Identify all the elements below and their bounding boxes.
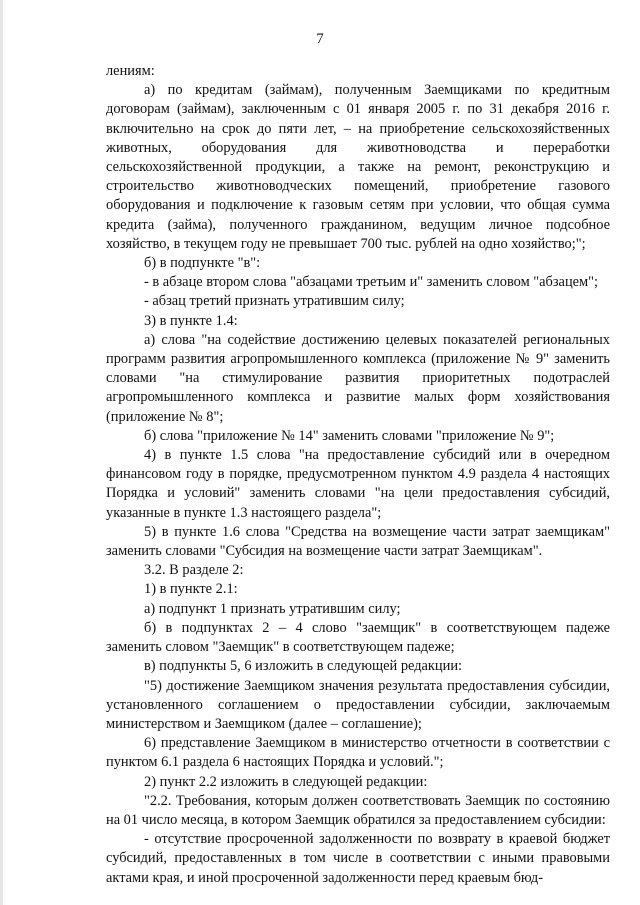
paragraph: "5) достижение Заемщиком значения результата предоставления субсидии, установленного соглашением о предоставлении субсидии, заключаемым министерством и Заемщиком (далее – соглашение); (106, 677, 610, 732)
paragraph: а) слова "на содействие достижению целевых показателей региональных программ развития агропромышленного комплекса (приложение № 9" заменить словами "на стимулирование развития приоритетных подотраслей агропромышленного комплекса и развитие малых форм хозяйствования (приложение № 8"; (106, 331, 610, 425)
paragraph: 5) в пункте 1.6 слова "Средства на возмещение части затрат заемщикам" заменить словами "Субсидия на возмещение части затрат Заемщикам". (106, 523, 610, 560)
paragraph-continuation: лениям: (106, 63, 155, 79)
paragraph: а) подпункт 1 признать утратившим силу; (144, 600, 401, 617)
paragraph: 3) в пункте 1.4: (144, 312, 238, 329)
paragraph: 2) пункт 2.2 изложить в следующей редакции: (144, 773, 428, 790)
paragraph: а) по кредитам (займам), полученным Заемщиками по кредитным договорам (займам), заключенным с 01 января 2005 г. по 31 декабря 2016 г. включительно на срок до пяти лет, – на приобретение сельскохозяйственных животных, оборудования для животноводства и переработки сельскохозяйственной продукции, а также на ремонт, реконструкцию и строительство животноводческих помещений, приобретение газового оборудования и подключение к газовым сетям при условии, что общая сумма кредита (займа), полученного гражданином, ведущим личное подсобное хозяйство, в текущем году не превышает 700 тыс. рублей на одно хозяйство;"; (106, 82, 610, 252)
paragraph: - абзац третий признать утратившим силу; (144, 293, 405, 310)
document-body (106, 62, 610, 888)
paragraph: б) слова "приложение № 14" заменить словами "приложение № 9"; (144, 427, 555, 444)
page-number: 7 (316, 31, 324, 47)
scan-edge (0, 0, 3, 905)
paragraph: в) подпункты 5, 6 изложить в следующей редакции: (144, 658, 463, 675)
paragraph: - отсутствие просроченной задолженности по возврату в краевой бюджет субсидий, предоставленных в том числе в соответствии с иными правовыми актами края, и иной просроченной задолженности перед краевым бюд- (106, 831, 610, 886)
paragraph: - в абзаце втором слова "абзацами третьим и" заменить словом "абзацем"; (144, 274, 599, 291)
paragraph: 4) в пункте 1.5 слова "на предоставление субсидий или в очередном финансовом году в порядке, предусмотренном пунктом 4.9 раздела 4 настоящих Порядка и условий" заменить словами "на цели предоставления субсидий, указанные в пункте 1.3 настоящего раздела"; (106, 447, 610, 521)
paragraph: б) в подпункте "в": (144, 255, 261, 272)
paragraph: б) в подпунктах 2 – 4 слово "заемщик" в соответствующем падеже заменить словом "Заемщик" в соответствующем падеже; (106, 619, 610, 656)
paragraph: 6) представление Заемщиком в министерство отчетности в соответствии с пунктом 6.1 раздела 6 настоящих Порядка и условий."; (106, 735, 610, 771)
paragraph: "2.2. Требования, которым должен соответствовать Заемщик по состоянию на 01 число месяца, в котором Заемщик обратился за предоставлением субсидии: (106, 792, 610, 828)
paragraph: 3.2. В разделе 2: (144, 562, 244, 579)
paragraph: 1) в пункте 2.1: (144, 581, 238, 598)
